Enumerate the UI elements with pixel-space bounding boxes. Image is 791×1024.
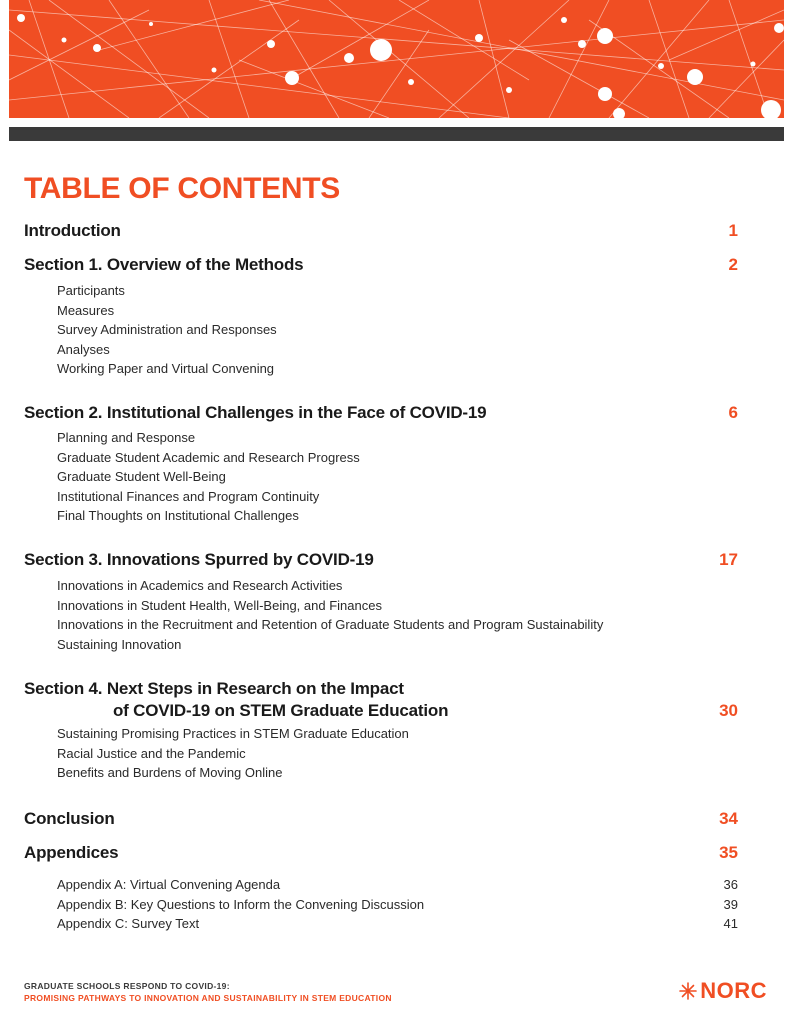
toc-subentry[interactable]: Graduate Student Academic and Research Progress [57, 449, 360, 465]
toc-appendix-entry[interactable] [57, 895, 738, 915]
toc-subentry[interactable]: Innovations in Student Health, Well-Being, and Finances [57, 597, 382, 613]
appendices-subsections [57, 875, 738, 934]
section-3-subsections [57, 576, 603, 654]
toc-entry-title[interactable]: Appendices [24, 843, 119, 862]
footer-report-subtitle: PROMISING PATHWAYS TO INNOVATION AND SUSTAINABILITY IN STEM EDUCATION [24, 993, 392, 1003]
header-banner [9, 0, 784, 118]
section-1-subsections [57, 281, 277, 379]
toc-subentry[interactable]: Benefits and Burdens of Moving Online [57, 765, 283, 780]
toc-subentry[interactable]: Innovations in Academics and Research Activities [57, 578, 343, 593]
norc-logo-text: NORC [700, 978, 767, 1003]
norc-logo [678, 978, 767, 1004]
toc-subentry[interactable]: Innovations in the Recruitment and Retention of Graduate Students and Program Sustainability [57, 617, 604, 632]
toc-subentry[interactable]: Sustaining Innovation [57, 636, 182, 652]
toc-entry-appendices[interactable] [24, 843, 740, 865]
toc-entry-section-2[interactable] [24, 403, 740, 425]
toc-entry-page: 2 [728, 255, 738, 274]
toc-entry-introduction[interactable] [24, 221, 740, 243]
toc-entry-title[interactable]: Section 3. Innovations Spurred by COVID-19 [24, 550, 374, 569]
toc-entry-title[interactable]: Section 4. Next Steps in Research on the Impact [24, 679, 404, 698]
appendix-page: 36 [723, 877, 738, 892]
toc-entry-title[interactable]: Section 2. Institutional Challenges in the Face of COVID-19 [24, 403, 487, 422]
section-4-subsections [57, 724, 409, 783]
toc-subentry[interactable]: Racial Justice and the Pandemic [57, 745, 246, 761]
toc-entry-page: 1 [728, 221, 738, 240]
toc-appendix-entry[interactable] [57, 914, 738, 934]
toc-subentry[interactable]: Graduate Student Well-Being [57, 469, 226, 484]
toc-entry-conclusion[interactable] [24, 809, 740, 831]
header-divider-bar [9, 127, 784, 141]
toc-appendix-entry[interactable] [57, 875, 738, 895]
toc-entry-section-3[interactable] [24, 550, 740, 572]
toc-entry-page: 6 [728, 403, 738, 422]
network-graphic [9, 0, 784, 118]
toc-entry-page: 17 [719, 550, 738, 569]
section-2-subsections [57, 428, 360, 526]
norc-star-icon [678, 981, 698, 1001]
toc-entry-page: 30 [719, 701, 738, 720]
toc-entry-page: 34 [719, 809, 738, 828]
toc-subentry[interactable]: Survey Administration and Responses [57, 322, 277, 337]
toc-subentry[interactable]: Final Thoughts on Institutional Challenges [57, 508, 299, 523]
toc-entry-section-1[interactable] [24, 255, 740, 277]
toc-entry-title-continued[interactable]: of COVID-19 on STEM Graduate Education [113, 701, 449, 720]
toc-subentry[interactable]: Institutional Finances and Program Continuity [57, 488, 320, 504]
appendix-label[interactable]: Appendix B: Key Questions to Inform the Convening Discussion [57, 896, 425, 912]
toc-entry-page: 35 [719, 843, 738, 862]
toc-subentry[interactable]: Planning and Response [57, 430, 196, 445]
toc-subentry[interactable]: Sustaining Promising Practices in STEM Graduate Education [57, 726, 409, 741]
toc-entry-title[interactable]: Conclusion [24, 809, 115, 828]
appendix-page: 41 [723, 916, 738, 931]
appendix-label[interactable]: Appendix C: Survey Text [57, 916, 200, 931]
toc-subentry[interactable]: Working Paper and Virtual Convening [57, 361, 275, 376]
appendix-label[interactable]: Appendix A: Virtual Convening Agenda [57, 877, 281, 892]
toc-subentry[interactable]: Measures [57, 302, 115, 318]
toc-entry-title[interactable]: Section 1. Overview of the Methods [24, 255, 304, 274]
footer-report-title: GRADUATE SCHOOLS RESPOND TO COVID-19: [24, 981, 230, 991]
toc-entry-section-4[interactable] [24, 679, 740, 723]
page-title: TABLE OF CONTENTS [24, 172, 340, 205]
appendix-page: 39 [723, 896, 738, 912]
toc-subentry[interactable]: Analyses [57, 341, 110, 357]
toc-entry-title[interactable]: Introduction [24, 221, 121, 240]
toc-subentry[interactable]: Participants [57, 283, 125, 298]
